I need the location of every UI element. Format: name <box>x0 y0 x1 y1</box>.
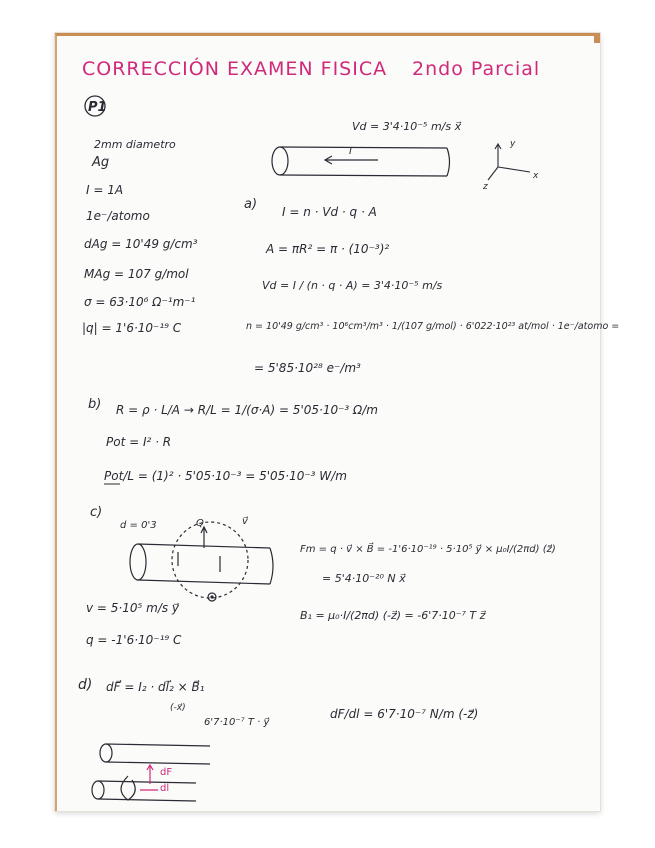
page-subtitle: 2ndo Parcial <box>412 58 541 80</box>
part-c-field-eq: B₁ = μ₀·I/(2πd) (-z⃗) = -6'7·10⁻⁷ T z⃗ <box>300 609 486 622</box>
charge-marker-q: Q <box>196 518 204 529</box>
problem-badge: P1 <box>88 100 107 115</box>
axis-y-label: y <box>510 139 516 149</box>
part-a-label: a) <box>244 197 258 212</box>
df-label: dF <box>160 767 173 778</box>
part-c-charge: q = -1'6·10⁻¹⁹ C <box>86 633 182 647</box>
given-charge: |q| = 1'6·10⁻¹⁹ C <box>82 321 182 335</box>
part-c-force-eq: Fm = q · v⃗ × B⃗ = -1'6·10⁻¹⁹ · 5·10⁵ y⃗ × μ₀I/(2πd) (z⃗) <box>300 544 556 555</box>
part-c-distance: d = 0'3 <box>120 520 157 531</box>
part-c-velocity: v = 5·10⁵ m/s y⃗ <box>86 601 180 615</box>
velocity-marker-v: v⃗ <box>242 516 248 527</box>
problem-badge-circle <box>85 96 105 116</box>
part-c-force-result: = 5'4·10⁻²⁰ N x⃗ <box>322 572 406 585</box>
given-diameter: 2mm diametro <box>94 138 176 151</box>
axis-z-label: z <box>483 182 488 192</box>
part-b-eq3: Pot/L = (1)² · 5'05·10⁻³ = 5'05·10⁻³ W/m <box>104 469 347 483</box>
part-b-label: b) <box>88 397 102 412</box>
given-current: I = 1A <box>86 183 124 197</box>
given-density: dAg = 10'49 g/cm³ <box>84 237 198 251</box>
part-d-under1: (-x⃗) <box>170 703 186 713</box>
page-title: CORRECCIÓN EXAMEN FISICA <box>82 58 388 80</box>
wire-current-label: I <box>349 146 352 157</box>
part-a-eq5: = 5'85·10²⁸ e⁻/m³ <box>254 361 361 375</box>
part-b-eq2: Pot = I² · R <box>106 435 172 449</box>
given-molar-mass: MAg = 107 g/mol <box>84 267 189 281</box>
given-material: Ag <box>92 155 110 170</box>
axis-x-label: x <box>533 171 539 181</box>
part-d-wires-diagram <box>92 744 210 801</box>
part-a-eq2: A = πR² = π · (10⁻³)² <box>266 242 390 256</box>
part-d-vectors <box>140 765 158 790</box>
part-c-wire-diagram <box>130 522 273 601</box>
part-a-eq4: n = 10'49 g/cm³ · 10⁶cm³/m³ · 1/(107 g/mol) · 6'022·10²³ at/mol · 1e⁻/atomo = <box>246 321 620 332</box>
dl-label: dl <box>160 783 170 794</box>
drift-velocity-label: Vd = 3'4·10⁻⁵ m/s x⃗ <box>352 120 462 133</box>
part-d-eq1: dF⃗ = I₂ · dl⃗₂ × B⃗₁ <box>106 680 205 694</box>
part-d-eq2: dF/dl = 6'7·10⁻⁷ N/m (-z⃗) <box>330 707 479 721</box>
part-a-eq3: Vd = I / (n · q · A) = 3'4·10⁻⁵ m/s <box>262 279 443 292</box>
part-d-label: d) <box>78 677 93 693</box>
given-electrons: 1e⁻/atomo <box>86 209 150 223</box>
part-a-eq1: I = n · Vd · q · A <box>282 205 377 219</box>
part-b-eq1: R = ρ · L/A → R/L = 1/(σ·A) = 5'05·10⁻³ Ω/m <box>116 403 378 417</box>
part-d-under2: 6'7·10⁻⁷ T · y⃗ <box>204 717 270 728</box>
top-wire-diagram <box>272 147 450 176</box>
axes-sketch <box>488 144 530 180</box>
part-c-label: c) <box>90 505 103 520</box>
given-conductivity: σ = 63·10⁶ Ω⁻¹m⁻¹ <box>84 295 196 309</box>
